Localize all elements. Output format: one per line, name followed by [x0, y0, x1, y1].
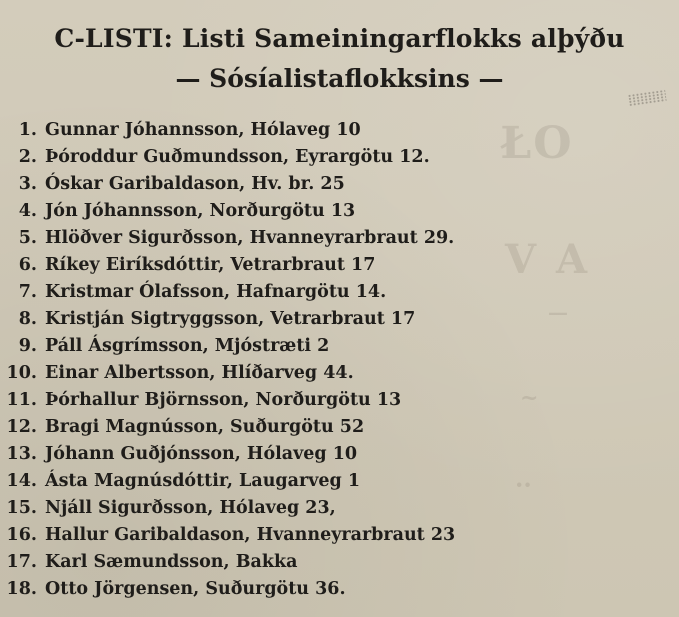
candidate-number: 7.: [18, 282, 37, 302]
candidate-item: [0, 333, 455, 360]
candidate-item: [0, 387, 455, 414]
candidate-entry: Ásta Magnúsdóttir, Laugarveg 1: [45, 471, 361, 491]
candidate-number: 9.: [18, 336, 37, 356]
candidate-item: [0, 360, 455, 387]
candidate-entry: Þóroddur Guðmundsson, Eyrargötu 12.: [45, 147, 430, 167]
candidate-number: 16.: [6, 525, 37, 545]
candidate-number: 8.: [18, 309, 37, 329]
candidate-number: 15.: [6, 498, 37, 518]
candidate-number: 2.: [18, 147, 37, 167]
candidate-item: [0, 198, 455, 225]
candidate-entry: Hallur Garibaldason, Hvanneyrarbraut 23: [45, 525, 456, 545]
candidate-entry: Óskar Garibaldason, Hv. br. 25: [45, 174, 345, 194]
candidate-entry: Jón Jóhannsson, Norðurgötu 13: [45, 201, 356, 221]
candidate-item: [0, 549, 455, 576]
candidate-number: 4.: [18, 201, 37, 221]
bleed-through-text: ··: [515, 470, 532, 499]
candidate-item: [0, 306, 455, 333]
candidate-entry: Bragi Magnússon, Suðurgötu 52: [45, 417, 365, 437]
candidate-entry: Ríkey Eiríksdóttir, Vetrarbraut 17: [45, 255, 376, 275]
candidate-number: 3.: [18, 174, 37, 194]
candidate-entry: Kristján Sigtryggsson, Vetrarbraut 17: [45, 309, 416, 329]
candidate-item: [0, 144, 455, 171]
candidate-number: 10.: [6, 363, 37, 383]
candidate-entry: Hlöðver Sigurðsson, Hvanneyrarbraut 29.: [45, 228, 455, 248]
candidate-item: [0, 468, 455, 495]
candidate-item: [0, 495, 455, 522]
candidate-entry: Karl Sæmundsson, Bakka: [45, 552, 298, 572]
candidate-item: [0, 414, 455, 441]
candidate-entry: Otto Jörgensen, Suðurgötu 36.: [45, 579, 346, 599]
candidate-item: [0, 252, 455, 279]
candidate-item: [0, 441, 455, 468]
candidate-item: [0, 279, 455, 306]
bleed-through-text: ŁO: [500, 118, 574, 169]
candidate-number: 18.: [6, 579, 37, 599]
bleed-through-text: V A: [505, 236, 590, 283]
candidate-number: 12.: [6, 417, 37, 437]
candidate-entry: Einar Albertsson, Hlíðarveg 44.: [45, 363, 354, 383]
candidate-number: 11.: [6, 390, 37, 410]
candidate-number: 17.: [6, 552, 37, 572]
candidate-entry: Páll Ásgrímsson, Mjóstræti 2: [45, 336, 330, 356]
candidate-number: 1.: [18, 120, 37, 140]
candidate-entry: Þórhallur Björnsson, Norðurgötu 13: [45, 390, 402, 410]
candidate-item: [0, 225, 455, 252]
candidate-entry: Gunnar Jóhannsson, Hólaveg 10: [45, 120, 361, 140]
candidate-entry: Kristmar Ólafsson, Hafnargötu 14.: [45, 282, 387, 302]
candidate-number: 14.: [6, 471, 37, 491]
bleed-through-text: —: [548, 300, 568, 324]
candidate-item: [0, 576, 455, 603]
candidate-item: [0, 171, 455, 198]
list-title: C-LISTI: Listi Sameiningarflokks alþýðu: [54, 24, 625, 53]
candidate-number: 13.: [6, 444, 37, 464]
candidate-entry: Njáll Sigurðsson, Hólaveg 23,: [45, 498, 336, 518]
candidate-number: 5.: [18, 228, 37, 248]
candidate-entry: Jóhann Guðjónsson, Hólaveg 10: [45, 444, 358, 464]
list-subtitle: — Sósíalistaflokksins —: [175, 64, 504, 93]
candidate-number: 6.: [18, 255, 37, 275]
bleed-through-text: ~: [520, 385, 539, 411]
candidate-list: [0, 117, 455, 603]
candidate-item: [0, 522, 455, 549]
candidate-item: [0, 117, 455, 144]
